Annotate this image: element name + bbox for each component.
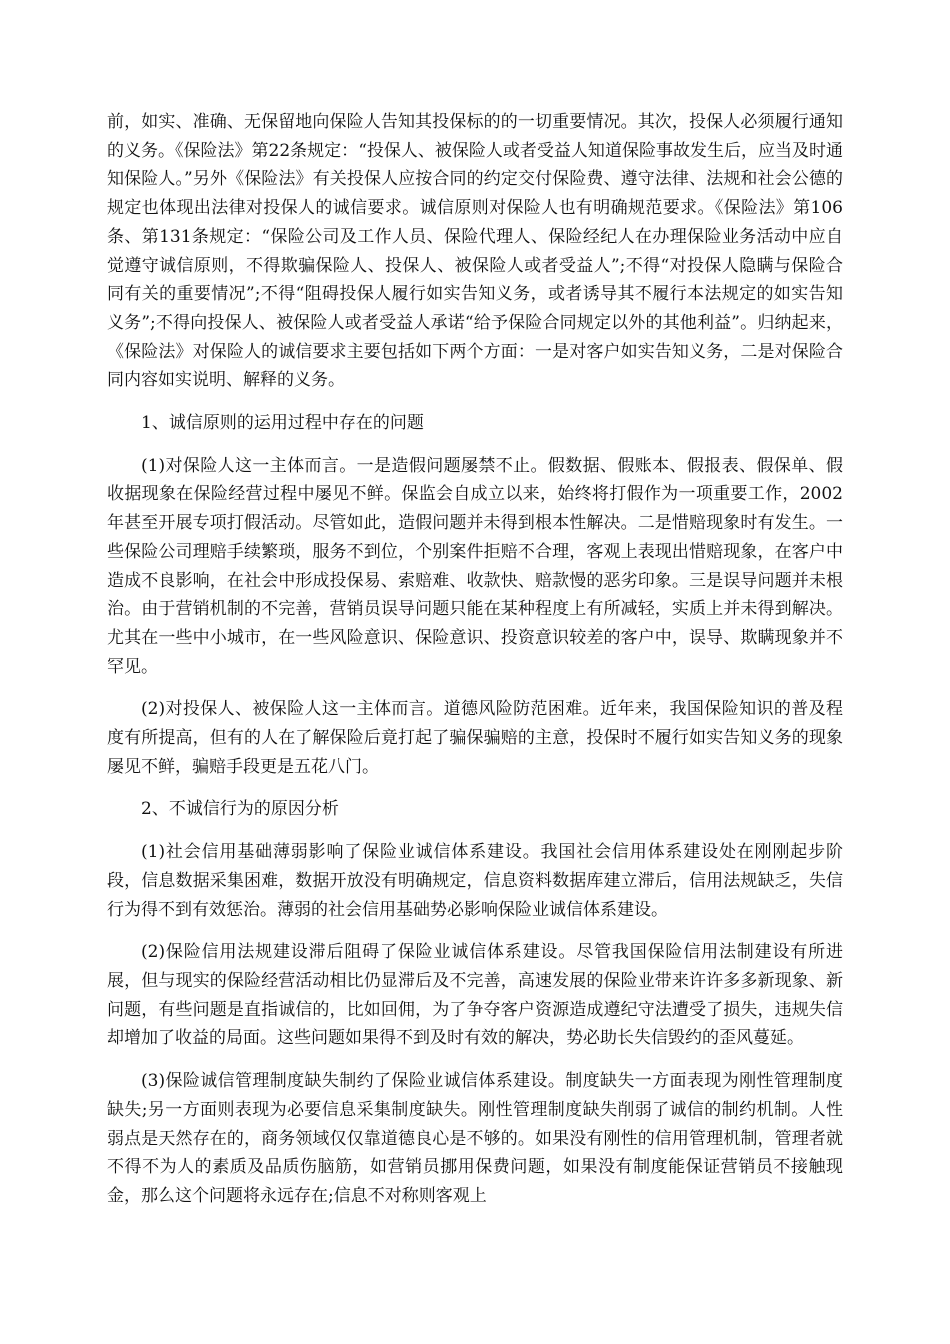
body-paragraph-insurer-issues: (1)对保险人这一主体而言。一是造假问题屡禁不止。假数据、假账本、假报表、假保单、假收据现象在保险经营过程中屡见不鲜。保监会自成立以来，始终将打假作为一项重要工作，2002年甚至开展专项打假活动。尽管如此，造假问题并未得到根本性解决。二是惜赔现象时有发生。一些保险公司理赔手续繁琐，服务不到位，个别案件拒赔不合理，客观上表现出惜赔现象，在客户中造成不良影响，在社会中形成投保易、索赔难、收款快、赔款慢的恶劣印象。三是误导问题并未根治。由于营销机制的不完善，营销员误导问题只能在某种程度上有所减轻，实质上并未得到解决。尤其在一些中小城市，在一些风险意识、保险意识、投资意识较差的客户中，误导、欺瞒现象并不罕见。 <box>107 455 843 677</box>
body-paragraph-intro: 前，如实、准确、无保留地向保险人告知其投保标的的一切重要情况。其次，投保人必须履行通知的义务。《保险法》第22条规定：“投保人、被保险人或者受益人知道保险事故发生后，应当及时通知保险人。”另外《保险法》有关投保人应按合同的约定交付保险费、遵守法律、法规和社会公德的规定也体现出法律对投保人的诚信要求。诚信原则对保险人也有明确规范要求。《保险法》第106条、第131条规定：“保险公司及工作人员、保险代理人、保险经纪人在办理保险业务活动中应自觉遵守诚信原则，不得欺骗保险人、投保人、被保险人或者受益人”;不得“对投保人隐瞒与保险合同有关的重要情况”;不得“阻碍投保人履行如实告知义务，或者诱导其不履行本法规定的如实告知义务”;不得向投保人、被保险人或者受益人承诺“给予保险合同规定以外的其他利益”。归纳起来，《保险法》对保险人的诚信要求主要包括如下两个方面：一是对客户如实告知义务，二是对保险合同内容如实说明、解释的义务。 <box>107 112 843 391</box>
document-page <box>107 108 843 1211</box>
section-heading-problems: 1、诚信原则的运用过程中存在的问题 <box>141 413 424 434</box>
body-paragraph-credit-law: (2)保险信用法规建设滞后阻碍了保险业诚信体系建设。尽管我国保险信用法制建设有所进展，但与现实的保险经营活动相比仍显滞后及不完善，高速发展的保险业带来许许多多新现象、新问题，有些问题是直指诚信的，比如回佣，为了争夺客户资源造成遵纪守法遭受了损失，违规失信却增加了收益的局面。这些问题如果得不到及时有效的解决，势必助长失信毁约的歪风蔓延。 <box>107 942 843 1049</box>
section-heading-causes: 2、不诚信行为的原因分析 <box>141 799 339 820</box>
body-paragraph-social-credit: (1)社会信用基础薄弱影响了保险业诚信体系建设。我国社会信用体系建设处在刚刚起步阶段，信息数据采集困难，数据开放没有明确规定，信息资料数据库建立滞后，信用法规缺乏，失信行为得不到有效惩治。薄弱的社会信用基础势必影响保险业诚信体系建设。 <box>107 842 843 920</box>
body-paragraph-management-system: (3)保险诚信管理制度缺失制约了保险业诚信体系建设。制度缺失一方面表现为刚性管理制度缺失;另一方面则表现为必要信息采集制度缺失。刚性管理制度缺失削弱了诚信的制约机制。人性弱点是天然存在的，商务领域仅仅靠道德良心是不够的。如果没有刚性的信用管理机制，管理者就不得不为人的素质及品质伤脑筋，如营销员挪用保费问题，如果没有制度能保证营销员不接触现金，那么这个问题将永远存在;信息不对称则客观上 <box>107 1071 843 1206</box>
body-paragraph-policyholder-issues: (2)对投保人、被保险人这一主体而言。道德风险防范困难。近年来，我国保险知识的普及程度有所提高，但有的人在了解保险后竟打起了骗保骗赔的主意，投保时不履行如实告知义务的现象屡见不鲜，骗赔手段更是五花八门。 <box>107 699 843 777</box>
